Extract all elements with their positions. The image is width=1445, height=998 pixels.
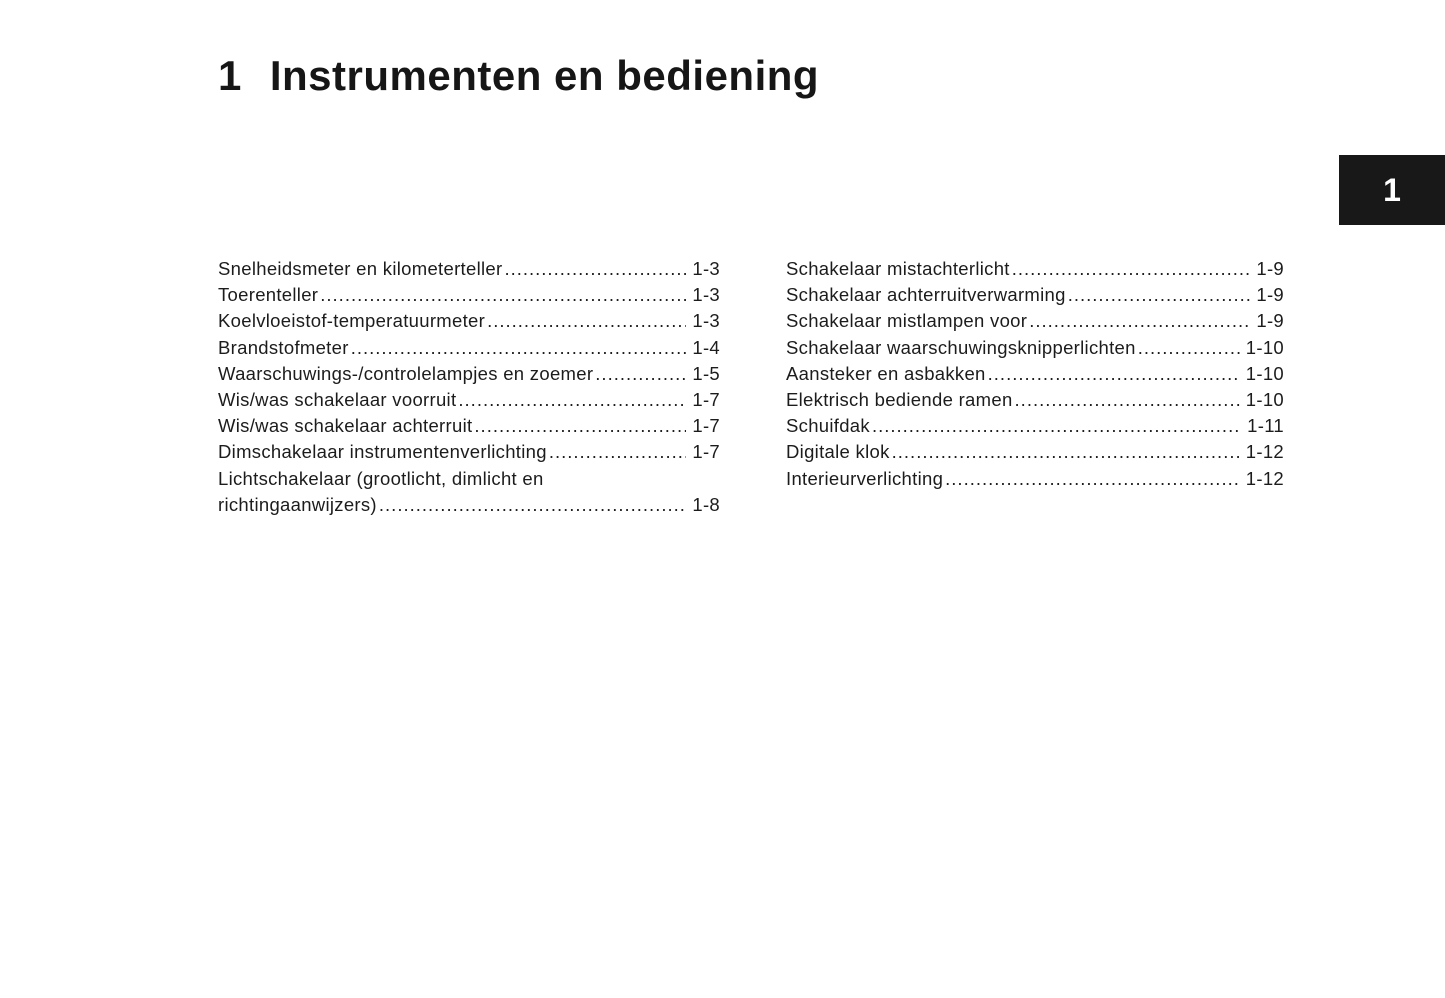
toc-leader-dots [1029,308,1250,334]
toc-entry-page: 1-10 [1245,389,1284,411]
toc-entry-label: Wis/was schakelaar voorruit [218,389,457,411]
toc-entry [786,361,1284,387]
toc-entry [786,387,1284,413]
toc-leader-dots [1138,335,1240,361]
toc-entry-label: Lichtschakelaar (grootlicht, dimlicht en [218,467,544,489]
toc-entry-page: 1-8 [692,493,720,515]
toc-entry-page: 1-11 [1247,415,1284,437]
toc-entry-label: Aansteker en asbakken [786,362,986,384]
toc-entry [218,492,720,518]
toc-entry-label: Digitale klok [786,441,890,463]
toc-entry-page: 1-7 [692,441,720,463]
chapter-tab-label: 1 [1383,171,1401,208]
toc-leader-dots [1015,387,1240,413]
toc-entry-page: 1-9 [1256,284,1284,306]
toc-entry [218,256,720,282]
toc-entry-label: Schakelaar waarschuwingsknipperlichten [786,336,1136,358]
page-title [218,52,819,100]
toc-entry [786,439,1284,465]
toc-leader-dots [1012,256,1251,282]
toc-entry [786,335,1284,361]
toc-leader-dots [945,466,1240,492]
toc-leader-dots [320,282,686,308]
toc-leader-dots [487,308,686,334]
toc-entry-page: 1-12 [1245,441,1284,463]
toc-entry-page: 1-7 [692,415,720,437]
toc-entry [218,466,720,492]
toc-entry [218,282,720,308]
toc-leader-dots [595,361,686,387]
toc-leader-dots [351,335,687,361]
toc-entry-label: Interieurverlichting [786,467,944,489]
toc-entry [786,308,1284,334]
toc-entry-label: Koelvloeistof-temperatuurmeter [218,310,486,332]
toc-leader-dots [892,439,1240,465]
toc-leader-dots [504,256,686,282]
toc-column-right [786,256,1284,518]
toc-entry-label: Wis/was schakelaar achterruit [218,415,473,437]
toc-entry-label: Schakelaar mistlampen voor [786,310,1028,332]
toc-column-left [218,256,720,518]
toc-entry-page: 1-9 [1256,258,1284,279]
toc-leader-dots [458,387,686,413]
toc-entry-page: 1-12 [1245,467,1284,489]
toc-entry-label: Snelheidsmeter en kilometerteller [218,258,503,279]
toc-entry [786,282,1284,308]
toc-entry-label: richtingaanwijzers) [218,493,377,515]
chapter-edge-tab [1339,155,1445,225]
toc-entry-page: 1-10 [1245,362,1284,384]
toc-entry-label: Waarschuwings-/controlelampjes en zoemer [218,362,594,384]
toc-entry-label: Dimschakelaar instrumentenverlichting [218,441,547,463]
toc-entry [218,439,720,465]
toc-leader-dots [549,439,687,465]
toc-leader-dots [379,492,686,518]
toc-entry [218,335,720,361]
toc-entry-page: 1-3 [692,258,720,279]
toc-leader-dots [988,361,1240,387]
toc-leader-dots [474,413,686,439]
toc-entry [218,308,720,334]
toc-entry-label: Schuifdak [786,415,870,437]
toc-entry-label: Schakelaar mistachterlicht [786,258,1010,279]
toc-entry-page: 1-5 [692,362,720,384]
chapter-title: Instrumenten en bediening [269,52,820,99]
toc-entry-page: 1-3 [692,310,720,332]
toc-entry-label: Schakelaar achterruitverwarming [786,284,1066,306]
chapter-number: 1 [218,52,242,99]
toc-leader-dots [1068,282,1251,308]
table-of-contents [218,256,1284,518]
toc-entry [218,413,720,439]
toc-entry [218,387,720,413]
toc-entry [786,413,1284,439]
toc-entry [786,466,1284,492]
toc-entry-label: Elektrisch bediende ramen [786,389,1013,411]
toc-entry-page: 1-10 [1245,336,1284,358]
toc-entry [218,361,720,387]
toc-entry-label: Toerenteller [218,284,319,306]
toc-entry-label: Brandstofmeter [218,336,349,358]
toc-entry-page: 1-4 [692,336,720,358]
toc-leader-dots [872,413,1241,439]
toc-entry [786,256,1284,282]
toc-entry-page: 1-7 [692,389,720,411]
toc-entry-page: 1-9 [1256,310,1284,332]
toc-entry-page: 1-3 [692,284,720,306]
